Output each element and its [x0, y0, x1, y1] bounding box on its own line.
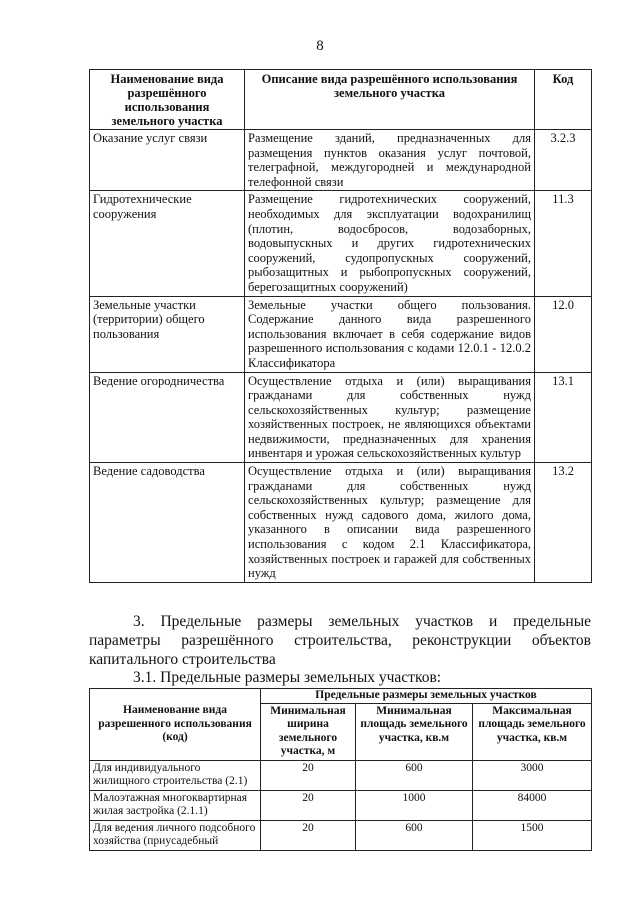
- usage-description: Земельные участки общего пользования. Содержание данного вида разрешенного использования включает в себя содержание видов разрешенного использования с кодами 12.0.1 - 12.0.2 Классификатора: [245, 296, 535, 372]
- section-3-1-heading: 3.1. Предельные размеры земельных участков:: [133, 669, 442, 686]
- table-row: [90, 191, 592, 296]
- table-row: [90, 463, 592, 583]
- usage-name: Гидротехнические сооружения: [90, 191, 245, 296]
- usage-description: Размещение гидротехнических сооружений, необходимых для эксплуатации водохранилищ (плотин, водосбросов, водозаборных, водовыпускных и других гидротехнических сооружений, судопропускных сооружений, рыбозащитных и рыбопропускных сооружений, берегозащитных сооружений): [245, 191, 535, 296]
- usage-code: 3.2.3: [535, 130, 592, 191]
- header-max-area: Максимальная площадь земельного участка, кв.м: [473, 703, 592, 760]
- max-area-value: 84000: [473, 790, 592, 820]
- min-area-value: 600: [356, 760, 473, 790]
- header-group: Предельные размеры земельных участков: [261, 689, 592, 704]
- usage-description: Осуществление отдыха и (или) выращивания гражданами для собственных нужд сельскохозяйственных культур; размещение для собственных нужд садового дома, жилого дома, указанного в описании вида разрешенного использования с кодом 2.1 Классификатора, хозяйственных построек и гаражей для собственных нужд: [245, 463, 535, 583]
- header-code: Код: [535, 70, 592, 130]
- page-number: 8: [316, 38, 324, 54]
- usage-name: Оказание услуг связи: [90, 130, 245, 191]
- usage-name: Ведение огородничества: [90, 372, 245, 463]
- table-header-row: [90, 70, 592, 130]
- usage-code: 11.3: [535, 191, 592, 296]
- header-usage-name: Наименование вида разрешенного использования (код): [90, 689, 261, 761]
- header-min-width: Минимальная ширина земельного участка, м: [261, 703, 356, 760]
- usage-name: Земельные участки (территории) общего пользования: [90, 296, 245, 372]
- table-row: [90, 130, 592, 191]
- usage-code: 13.1: [535, 372, 592, 463]
- table-row: [90, 790, 592, 820]
- usage-code: 13.2: [535, 463, 592, 583]
- min-area-value: 1000: [356, 790, 473, 820]
- header-min-area: Минимальная площадь земельного участка, кв.м: [356, 703, 473, 760]
- table-row: [90, 372, 592, 463]
- usage-name: Малоэтажная многоквартирная жилая застройка (2.1.1): [90, 790, 261, 820]
- table-row: [90, 820, 592, 850]
- section-3-heading: 3. Предельные размеры земельных участков и предельные параметры разрешённого строительства, реконструкции объектов капитального строительства: [89, 613, 591, 668]
- min-width-value: 20: [261, 760, 356, 790]
- usage-name: Для ведения личного подсобного хозяйства (приусадебный: [90, 820, 261, 850]
- plot-size-limits-table: [89, 688, 592, 851]
- header-name: Наименование вида разрешённого использования земельного участка: [90, 70, 245, 130]
- table-header-row: [90, 689, 592, 704]
- table-row: [90, 760, 592, 790]
- min-width-value: 20: [261, 820, 356, 850]
- header-description: Описание вида разрешённого использования земельного участка: [245, 70, 535, 130]
- usage-name: Для индивидуального жилищного строительства (2.1): [90, 760, 261, 790]
- table-row: [90, 296, 592, 372]
- usage-description: Осуществление отдыха и (или) выращивания гражданами для собственных нужд сельскохозяйственных культур; размещение хозяйственных построек, не являющихся объектами недвижимости, предназначенных для хранения инвентаря и урожая сельскохозяйственных культур: [245, 372, 535, 463]
- min-width-value: 20: [261, 790, 356, 820]
- usage-description: Размещение зданий, предназначенных для размещения пунктов оказания услуг почтовой, телеграфной, междугородней и международной телефонной связи: [245, 130, 535, 191]
- max-area-value: 3000: [473, 760, 592, 790]
- min-area-value: 600: [356, 820, 473, 850]
- usage-code: 12.0: [535, 296, 592, 372]
- usage-types-table: [89, 69, 592, 583]
- max-area-value: 1500: [473, 820, 592, 850]
- usage-name: Ведение садоводства: [90, 463, 245, 583]
